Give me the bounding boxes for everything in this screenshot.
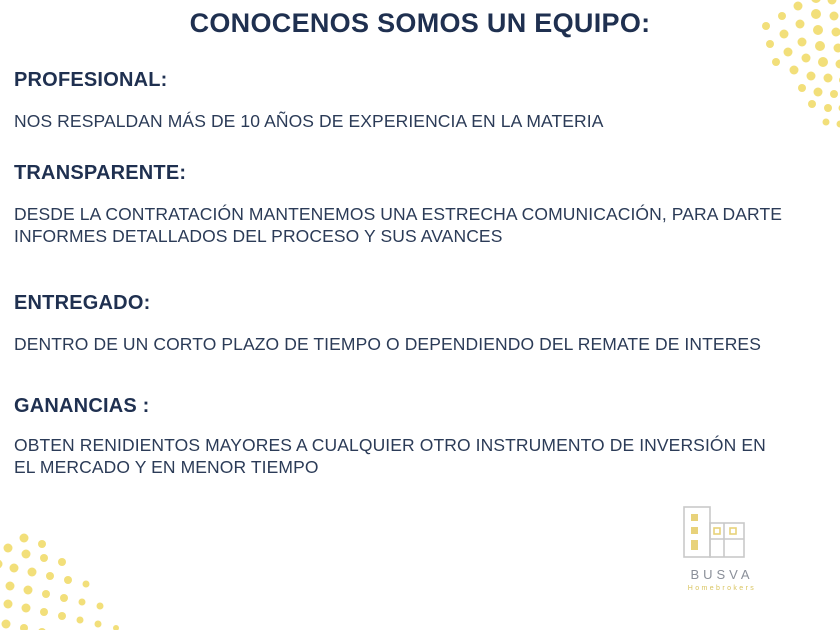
section-body: DESDE LA CONTRATACIÓN MANTENEMOS UNA ESTRECHA COMUNICACIÓN, PARA DARTE INFORMES DETALLADOS DEL PROCESO Y SUS AVANCES <box>14 204 783 246</box>
brand-name: BUSVA <box>690 567 754 582</box>
section-ganancias <box>0 395 840 478</box>
building-outline-icon <box>662 501 782 563</box>
section-body: DENTRO DE UN CORTO PLAZO DE TIEMPO O DEPENDIENDO DEL REMATE DE INTERES <box>14 334 761 355</box>
section-body: OBTEN RENIDIENTOS MAYORES A CUALQUIER OTRO INSTRUMENTO DE INVERSIÓN EN EL MERCADO Y EN MENOR TIEMPO <box>14 435 766 477</box>
section-heading: GANANCIAS : <box>14 395 150 418</box>
brand-logo <box>662 501 782 592</box>
page-title: CONOCENOS SOMOS UN EQUIPO: <box>189 8 651 38</box>
section-entregado <box>0 292 840 355</box>
section-body: NOS RESPALDAN MÁS DE 10 AÑOS DE EXPERIENCIA EN LA MATERIA <box>14 111 604 132</box>
section-profesional <box>0 69 840 132</box>
section-heading: ENTREGADO: <box>14 292 151 315</box>
section-heading: PROFESIONAL: <box>14 69 168 92</box>
section-transparente <box>0 162 840 247</box>
section-heading: TRANSPARENTE: <box>14 162 187 185</box>
brand-tagline: Homebrokers <box>687 585 757 592</box>
